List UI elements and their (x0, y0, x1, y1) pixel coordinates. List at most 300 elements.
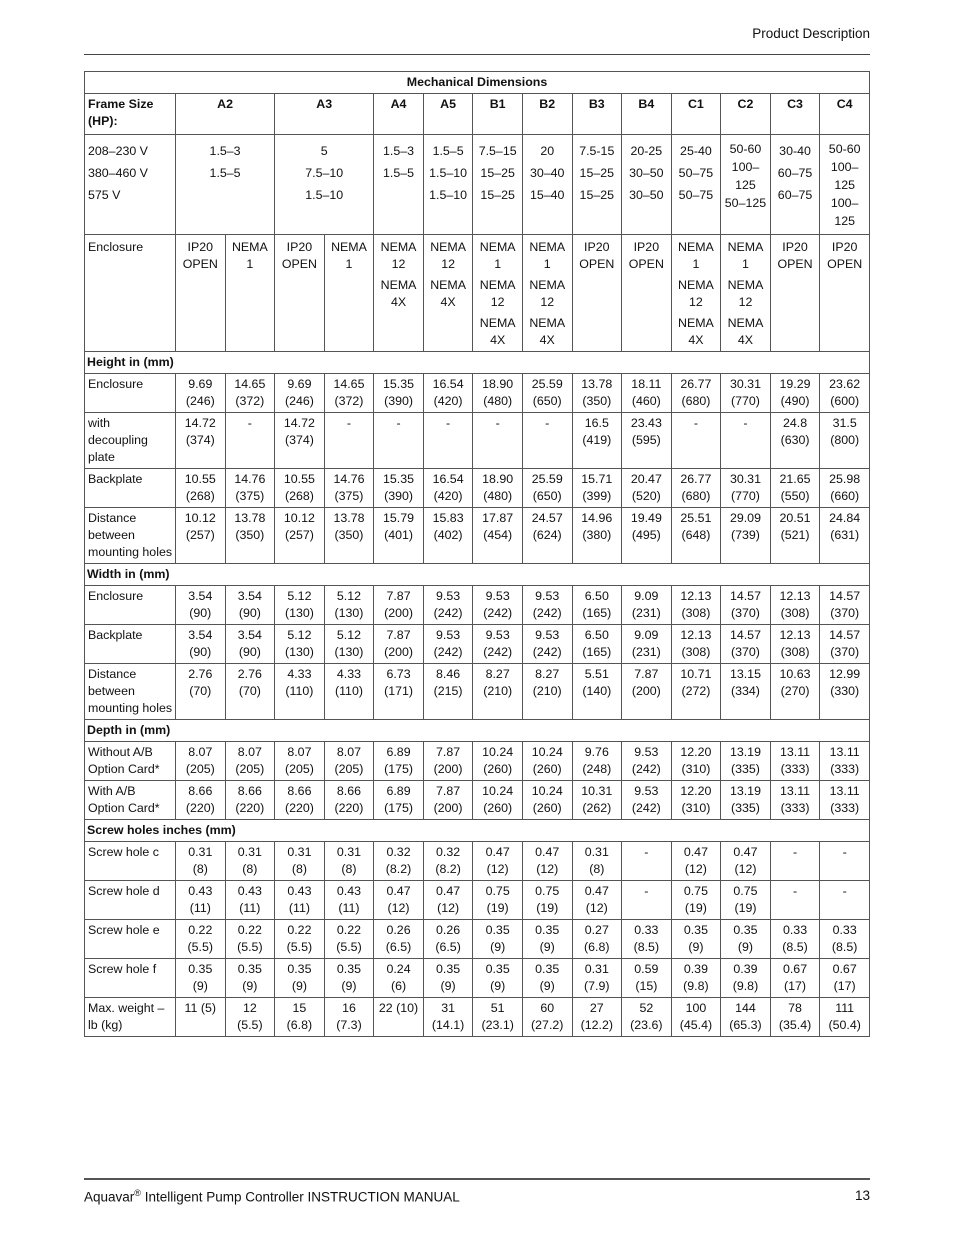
value-cell (671, 998, 721, 1037)
value-line: (9.8) (683, 979, 709, 993)
value-line: 14.65 (234, 377, 266, 391)
section-title: Height in (mm) (85, 352, 870, 374)
value-line: 31.5 (832, 416, 857, 430)
value-cell (770, 920, 820, 959)
hp-line: 15–40 (529, 188, 565, 202)
value-line: (419) (582, 433, 612, 447)
value-cell (622, 881, 672, 920)
value-line: 8.07 (287, 745, 312, 759)
value-cell (324, 508, 374, 564)
value-line: 12.20 (680, 745, 712, 759)
value-line: (242) (483, 606, 513, 620)
value-cell (671, 469, 721, 508)
enclosure-cell (721, 235, 771, 352)
value-cell (572, 469, 622, 508)
value-line: (130) (284, 606, 314, 620)
value-line: 0.31 (336, 845, 362, 859)
value-cell (820, 842, 870, 881)
value-line: (9) (539, 979, 555, 993)
value-line: (8.2) (435, 862, 461, 876)
value-line: (374) (185, 433, 215, 447)
value-line: 25.51 (680, 511, 712, 525)
value-line: - (446, 416, 451, 430)
value-cell (374, 920, 424, 959)
value-cell (770, 742, 820, 781)
value-line: 0.32 (386, 845, 411, 859)
value-line: (8.5) (782, 940, 808, 954)
value-line: (19) (486, 901, 509, 915)
hp-line: 20-25 (630, 144, 663, 158)
row-label: Screw hole e (85, 920, 176, 959)
value-line: (5.5) (237, 1018, 263, 1032)
value-line: 8.27 (485, 667, 510, 681)
hp-line: 20 (540, 144, 555, 158)
hp-cell (473, 135, 523, 235)
value-cell (522, 881, 572, 920)
header-rule (84, 54, 870, 55)
value-cell (275, 625, 325, 664)
value-line: 12.13 (680, 589, 712, 603)
data-row (85, 586, 870, 625)
value-cell (324, 413, 374, 469)
value-line: (90) (238, 606, 261, 620)
value-cell (721, 469, 771, 508)
value-line: 3.54 (188, 589, 213, 603)
value-cell (176, 742, 226, 781)
enclosure-value: NEMA 12 (727, 278, 764, 309)
value-line: (260) (483, 762, 513, 776)
value-cell (721, 920, 771, 959)
value-line: (460) (631, 394, 661, 408)
value-line: (520) (631, 489, 661, 503)
value-line: (110) (285, 684, 314, 698)
value-cell (572, 781, 622, 820)
value-line: 0.31 (188, 845, 213, 859)
value-cell (324, 998, 374, 1037)
title-row (85, 72, 870, 94)
value-line: 16.5 (584, 416, 609, 430)
value-cell (671, 664, 721, 720)
value-cell (324, 374, 374, 413)
enclosure-value: NEMA 1 (678, 240, 714, 271)
row-label: Distance between mounting holes (85, 664, 176, 720)
value-cell (225, 742, 275, 781)
value-line: 12.13 (779, 628, 811, 642)
value-line: (8.2) (385, 862, 412, 876)
value-line: 0.75 (535, 884, 560, 898)
value-line: (231) (631, 606, 661, 620)
value-cell (473, 664, 523, 720)
value-line: 7.87 (634, 667, 659, 681)
value-cell (572, 508, 622, 564)
value-line: (495) (631, 528, 661, 542)
hp-cell (176, 135, 275, 235)
value-cell (225, 469, 275, 508)
hp-line: 7.5-15 (579, 144, 615, 158)
value-cell (622, 664, 672, 720)
value-cell (473, 881, 523, 920)
value-line: 9.69 (287, 377, 312, 391)
frame-size-row (85, 94, 870, 135)
frame-header: C1 (671, 94, 721, 135)
value-cell (820, 625, 870, 664)
value-line: - (842, 845, 847, 859)
value-cell (671, 742, 721, 781)
value-line: (210) (483, 684, 513, 698)
value-line: 10.24 (482, 745, 514, 759)
data-row (85, 920, 870, 959)
value-line: (50.4) (828, 1018, 861, 1032)
value-cell (820, 374, 870, 413)
value-line: 8.66 (188, 784, 213, 798)
value-cell (820, 920, 870, 959)
value-line: (260) (532, 762, 562, 776)
value-cell (275, 469, 325, 508)
value-line: (257) (185, 528, 215, 542)
value-line: 6.73 (386, 667, 411, 681)
value-cell (522, 664, 572, 720)
value-cell (572, 586, 622, 625)
enclosure-row (85, 235, 870, 352)
value-line: (624) (532, 528, 562, 542)
hp-line: 15–25 (480, 166, 515, 180)
value-line: (27.2) (531, 1018, 564, 1032)
value-line: 14.96 (581, 511, 613, 525)
value-cell (473, 959, 523, 998)
value-line: (14.1) (431, 1018, 465, 1032)
value-line: 19.49 (630, 511, 662, 525)
enclosure-cell (522, 235, 572, 352)
value-line: (200) (433, 801, 463, 815)
value-line: 13.11 (829, 784, 860, 798)
value-cell (275, 781, 325, 820)
value-line: 0.35 (287, 962, 312, 976)
enclosure-value: NEMA 4X (380, 278, 417, 309)
value-line: 13.11 (779, 784, 811, 798)
value-line: (12) (734, 862, 757, 876)
value-line: - (792, 845, 798, 859)
value-cell (374, 998, 424, 1037)
value-line: (11) (239, 901, 261, 915)
value-cell (820, 469, 870, 508)
value-line: 9.53 (436, 589, 461, 603)
value-cell (374, 664, 424, 720)
hp-line: 1.5–5 (383, 166, 415, 180)
value-line: (242) (532, 606, 562, 620)
hp-line: 1.5–10 (429, 166, 468, 180)
hp-cell (423, 135, 473, 235)
value-line: 17.87 (482, 511, 514, 525)
value-cell (423, 508, 473, 564)
value-line: 12.99 (829, 667, 861, 681)
value-line: 0.35 (485, 923, 510, 937)
frame-header: A2 (176, 94, 275, 135)
value-line: (6.5) (385, 940, 412, 954)
value-line: (205) (284, 762, 314, 776)
hp-line: 30–40 (529, 166, 565, 180)
value-cell (423, 842, 473, 881)
value-cell (275, 742, 325, 781)
hp-cell (522, 135, 572, 235)
value-cell (770, 842, 820, 881)
value-cell (622, 586, 672, 625)
enclosure-cell (473, 235, 523, 352)
data-row (85, 881, 870, 920)
value-cell (770, 881, 820, 920)
hp-line: 30–50 (629, 166, 664, 180)
value-line: 11 (5) (184, 1001, 216, 1015)
value-line: (333) (780, 801, 810, 815)
value-line: (480) (483, 489, 513, 503)
enclosure-cell (572, 235, 622, 352)
data-row (85, 781, 870, 820)
value-line: 0.22 (287, 923, 312, 937)
value-line: (660) (830, 489, 860, 503)
hp-line: 7.5–15 (478, 144, 517, 158)
value-line: 9.76 (584, 745, 609, 759)
value-line: (399) (582, 489, 612, 503)
enclosure-cell (176, 235, 226, 352)
row-label: Enclosure (85, 586, 176, 625)
value-cell (622, 742, 672, 781)
value-line: 0.35 (535, 923, 560, 937)
hp-line: 125 (834, 178, 855, 192)
value-cell (721, 842, 771, 881)
value-cell (671, 881, 721, 920)
value-cell (324, 742, 374, 781)
value-line: (220) (334, 801, 364, 815)
value-line: (600) (830, 394, 860, 408)
value-line: 0.75 (683, 884, 708, 898)
enclosure-cell (225, 235, 275, 352)
enclosure-value: NEMA 12 (479, 278, 516, 309)
value-line: (242) (433, 645, 463, 659)
value-cell (820, 508, 870, 564)
frame-header: B2 (522, 94, 572, 135)
hp-line: 50–75 (678, 188, 714, 202)
value-line: (8) (341, 862, 357, 876)
value-cell (374, 413, 424, 469)
value-line: (171) (384, 684, 413, 698)
value-line: (6.8) (286, 1018, 313, 1032)
value-line: 6.89 (386, 784, 411, 798)
value-cell (473, 374, 523, 413)
footer-manual-title: Aquavar® Intelligent Pump Controller INSTRUCTION MANUAL (84, 1188, 460, 1205)
value-line: 0.47 (733, 845, 758, 859)
section-title: Depth in (mm) (85, 720, 870, 742)
value-line: 52 (639, 1001, 654, 1015)
value-cell (572, 664, 622, 720)
value-line: 15 (292, 1001, 307, 1015)
value-line: 22 (10) (378, 1001, 419, 1015)
value-line: (648) (681, 528, 711, 542)
value-line: 0.47 (535, 845, 560, 859)
value-cell (374, 742, 424, 781)
value-line: 24.57 (531, 511, 563, 525)
value-line: 9.53 (485, 589, 510, 603)
value-line: - (644, 884, 649, 898)
row-label: Screw hole f (85, 959, 176, 998)
enclosure-value: NEMA 1 (331, 240, 367, 271)
value-line: 0.35 (237, 962, 262, 976)
value-line: 8.66 (336, 784, 362, 798)
value-line: 51 (490, 1001, 505, 1015)
value-line: 13.19 (729, 745, 761, 759)
value-cell (374, 586, 424, 625)
value-cell (374, 881, 424, 920)
value-line: (739) (731, 528, 760, 542)
section-header-row (85, 820, 870, 842)
hp-line: 1.5–5 (432, 144, 464, 158)
value-cell (423, 625, 473, 664)
value-cell (572, 842, 622, 881)
value-cell (423, 920, 473, 959)
value-line: (370) (731, 606, 760, 620)
voltage-label: 208–230 V (88, 144, 148, 158)
value-line: (65.3) (729, 1018, 762, 1032)
value-cell (176, 998, 226, 1037)
value-cell (225, 586, 275, 625)
value-line: 2.76 (188, 667, 213, 681)
value-line: (9) (341, 979, 357, 993)
value-line: 0.43 (287, 884, 312, 898)
value-line: (308) (780, 606, 810, 620)
value-line: (375) (235, 489, 265, 503)
value-line: (9) (490, 940, 506, 954)
value-cell (721, 413, 771, 469)
value-cell (423, 881, 473, 920)
value-line: (90) (238, 645, 261, 659)
value-line: (262) (582, 801, 612, 815)
value-line: 14.72 (283, 416, 315, 430)
value-line: 23.43 (630, 416, 662, 430)
hp-line: 1.5–10 (305, 188, 344, 202)
value-line: 24.84 (829, 511, 861, 525)
hp-cell (770, 135, 820, 235)
hp-line: 100– (731, 160, 760, 174)
value-line: (8) (291, 862, 307, 876)
value-line: 3.54 (237, 628, 262, 642)
value-line: (45.4) (679, 1018, 713, 1032)
frame-header: C3 (770, 94, 820, 135)
value-line: (11) (288, 901, 310, 915)
value-line: (310) (681, 801, 711, 815)
hp-line: 25-40 (680, 144, 712, 158)
value-line: 0.67 (782, 962, 808, 976)
value-line: 23.62 (829, 377, 861, 391)
value-line: 18.90 (482, 472, 514, 486)
hp-cell (671, 135, 721, 235)
data-row (85, 625, 870, 664)
value-line: (90) (189, 606, 212, 620)
value-line: 16.54 (432, 377, 464, 391)
data-row (85, 413, 870, 469)
value-line: (370) (731, 645, 760, 659)
value-cell (374, 781, 424, 820)
value-cell (721, 881, 771, 920)
value-cell (324, 664, 374, 720)
value-line: 9.53 (485, 628, 510, 642)
value-line: (370) (830, 645, 860, 659)
value-line: (308) (681, 645, 711, 659)
value-line: (231) (631, 645, 661, 659)
value-cell (374, 842, 424, 881)
frame-size-label: Frame Size (HP): (85, 94, 176, 135)
value-line: (12) (585, 901, 608, 915)
enclosure-cell (275, 235, 325, 352)
value-cell (572, 959, 622, 998)
value-cell (820, 413, 870, 469)
value-line: - (842, 884, 847, 898)
value-line: 6.89 (386, 745, 411, 759)
value-line: (248) (582, 762, 612, 776)
value-line: (200) (384, 606, 413, 620)
footer-rule (84, 1178, 870, 1180)
value-cell (622, 920, 672, 959)
value-line: 4.33 (287, 667, 312, 681)
value-cell (522, 374, 572, 413)
value-line: 0.47 (436, 884, 461, 898)
value-line: (19) (734, 901, 757, 915)
value-line: 24.8 (782, 416, 808, 430)
value-cell (423, 998, 473, 1037)
enclosure-value: NEMA 1 (529, 240, 566, 271)
value-line: (380) (582, 528, 612, 542)
section-header-row (85, 720, 870, 742)
value-line: (270) (780, 684, 810, 698)
value-line: (310) (681, 762, 711, 776)
value-line: 9.09 (634, 628, 659, 642)
value-line: (9) (688, 940, 704, 954)
value-line: 0.31 (584, 845, 609, 859)
hp-row (85, 135, 870, 235)
value-line: 5.51 (584, 667, 609, 681)
value-cell (176, 842, 226, 881)
value-line: (210) (532, 684, 562, 698)
value-line: (11) (189, 901, 211, 915)
value-line: (110) (334, 684, 363, 698)
value-line: 8.07 (188, 745, 213, 759)
value-line: 10.24 (531, 745, 563, 759)
value-cell (622, 959, 672, 998)
value-line: - (792, 884, 798, 898)
value-line: (9) (737, 940, 754, 954)
data-row (85, 998, 870, 1037)
hp-cell (374, 135, 424, 235)
value-line: 13.19 (729, 784, 761, 798)
value-line: (330) (830, 684, 860, 698)
value-cell (374, 625, 424, 664)
frame-header: C2 (721, 94, 771, 135)
value-line: (335) (731, 762, 760, 776)
value-cell (423, 374, 473, 413)
value-line: (8) (242, 862, 258, 876)
value-line: (350) (334, 528, 364, 542)
value-line: 5.12 (287, 628, 312, 642)
value-line: 8.07 (237, 745, 262, 759)
value-line: 30.31 (729, 377, 761, 391)
value-line: 10.55 (283, 472, 315, 486)
value-line: 0.43 (237, 884, 262, 898)
value-line: (454) (483, 528, 513, 542)
value-line: 0.47 (584, 884, 609, 898)
value-cell (225, 374, 275, 413)
data-row (85, 742, 870, 781)
value-cell (770, 625, 820, 664)
hp-line: 1.5–10 (429, 188, 468, 202)
value-line: 3.54 (237, 589, 262, 603)
value-cell (176, 374, 226, 413)
